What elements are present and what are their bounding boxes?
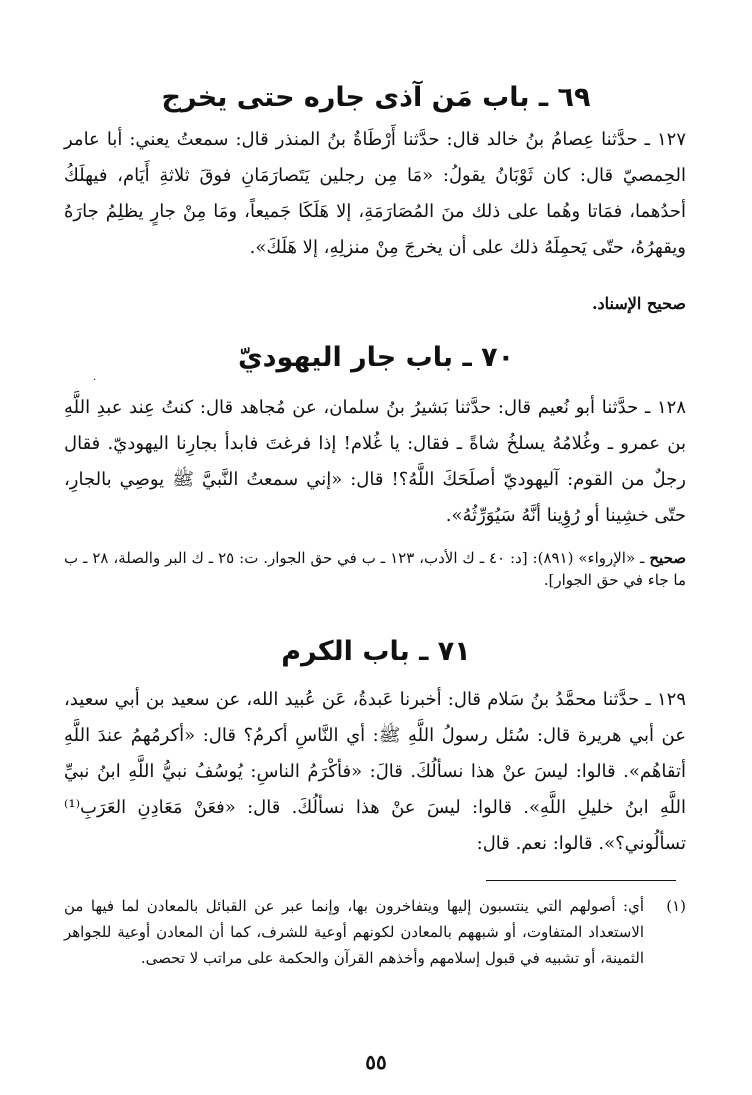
hadith-129-text: ١٢٩ ـ حدَّثنا محمَّدُ بنُ سَلام قال: أخبرنا عَبدةُ، عَن عُبيد الله، عن سعيد بن أبي سعيد، عن أبي هريرة قال: سُئل رسولُ اللَّهِ ﷺ: أي النَّاسِ أكرمُ؟ قال: «أكرمُهمُ عندَ اللَّهِ أتقاهُم». قالوا: ليسَ عنْ هذا نسألُكَ. قالَ: «فأكْرَمُ الناسِ: يُوسُفُ نبيُّ اللَّهِ ابنُ نبيِّ اللَّهِ ابنُ خليلِ اللَّهِ». قالوا: ليسَ عنْ هذا نسألُكَ. قال: «فعَنْ مَعَادِنِ العَرَبِ⁽¹⁾ تسألُوني؟». قالوا: نعم. قال: [64,689,686,854]
chapter-70-heading: ٧٠ ـ باب جار اليهوديّ [237,342,515,373]
hadith-127-text: ١٢٧ ـ حدَّثنا عِصامُ بنُ خالد قال: حدَّثنا أَرْطَاةُ بنُ المنذر قال: سمعتُ يعني: أبا عامر الحِمصيّ قال: كان ثَوْبَانُ يقولُ: «مَا مِن رجلين يَتَصارَمَانِ فوقَ ثلاثةِ أَيَام، فيهلَكُ أحدُهما، فمَاتا وهُما على ذلك منَ المُصَارَمَةِ، إلا هَلَكَا جَميعاً، ومَا مِنْ جارٍ يظلِمُ جارَهُ ويقهرُهُ، حتّى يَحمِلَهُ ذلك على أن يخرجَ مِنْ منزلِهِ، إلا هَلَكَ». [64,129,686,258]
hadith-127 [64,122,686,266]
footnote-marker: (١) [666,897,686,915]
grade-detail: ـ «الإرواء» (٨٩١): [د: ٤٠ ـ ك الأدب، ١٢٣ ـ ب في حق الجوار. ت: ٢٥ ـ ك البر والصلة، ٢٨ ـ ب ما جاء في حق الجوار]. [64,549,686,589]
hadith-128-grade [64,547,686,591]
hadith-127-grade: صحيح الإسناد. [591,294,686,313]
footnote-text: أي: أصولهم التي ينتسبون إليها ويتفاخرون بها، وإنما عبر عن القبائل بالمعادن لما فيها من الاستعداد المتفاوت، أو شبههم بالمعادن لكونهم أوعية للشرف، كما أن المعادن أوعية للجواهر الثمينة، أو تشبيه في قبول إسلامهم وأخذهم القرآن والحكمة على مراتب لا تحصى. [64,897,644,967]
stray-dot: . [93,372,97,383]
page-number: ٥٥ [365,1050,387,1074]
chapter-71-heading: ٧١ ـ باب الكرم [281,636,471,667]
hadith-129 [64,682,686,862]
chapter-69-heading: ٦٩ ـ باب مَن آذى جاره حتى يخرج [161,82,591,113]
hadith-128-text: ١٢٨ ـ حدَّثنا أبو نُعيم قال: حدَّثنا بَشيرُ بنُ سلمان، عن مُجاهد قال: كنتُ عِند عبدِ اللَّهِ بن عمرو ـ وغُلامُهُ يسلخُ شاةً ـ فقال: يا غُلام! إذا فرغتَ فابدأ بجارِنا اليهوديّ. فقال رجلٌ من القوم: آليهوديّ أصلَحَكَ اللَّهُ؟! قال: «إني سمعتُ النَّبيَّ ﷺ يوصِي بالجارِ، حتّى خشِينا أو رُؤِينا أنَّهُ سَيُوَرِّثُهُ». [64,397,686,526]
footnote-separator [486,880,676,881]
grade-label: صحيح [649,549,686,567]
footnote-1 [64,893,686,971]
hadith-128 [64,390,686,534]
